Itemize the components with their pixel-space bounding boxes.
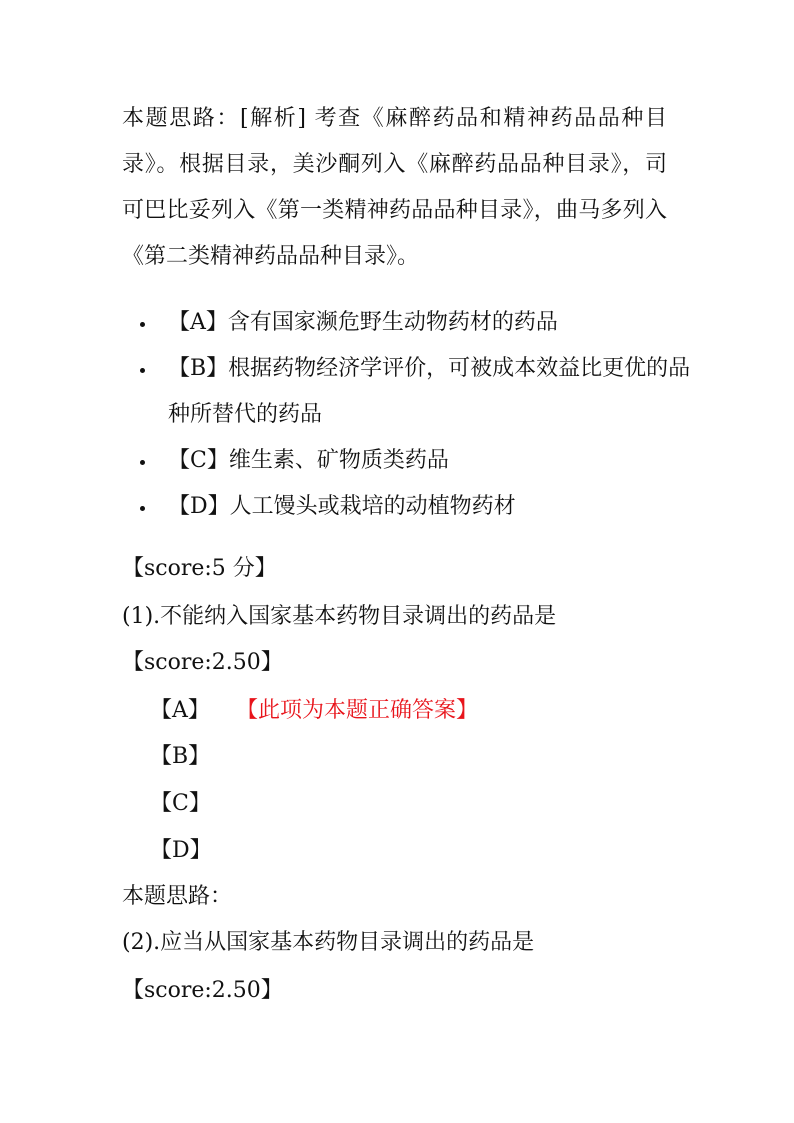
question-1-option-d: 【D】 <box>150 838 212 863</box>
question-1-analysis: 本题思路： <box>122 884 233 909</box>
question-1-option-a: 【A】 <box>150 698 210 723</box>
question-1-option-b: 【B】 <box>150 744 211 769</box>
bullet-icon <box>140 460 145 465</box>
bullet-icon <box>140 506 145 511</box>
answer-options-list <box>140 300 700 530</box>
correct-answer-marker: 【此项为本题正确答案】 <box>236 698 479 723</box>
section-score: 【score:5 分】 <box>122 556 277 581</box>
bullet-icon <box>140 368 145 373</box>
option-a-text: 【A】含有国家濒危野生动物药材的药品 <box>168 310 558 335</box>
option-c-item <box>140 438 700 484</box>
question-1-option-c: 【C】 <box>150 791 211 816</box>
question-1-score: 【score:2.50】 <box>122 650 283 675</box>
question-2-title: (2).应当从国家基本药物目录调出的药品是 <box>122 930 535 955</box>
option-d-text: 【D】人工馒头或栽培的动植物药材 <box>168 494 516 519</box>
option-b-text: 【B】根据药物经济学评价，可被成本效益比更优的品种所替代的药品 <box>168 356 691 427</box>
bullet-icon <box>140 322 145 327</box>
question-1-title: (1).不能纳入国家基本药物目录调出的药品是 <box>122 604 557 629</box>
question-2-score: 【score:2.50】 <box>122 978 283 1003</box>
option-d-item <box>140 484 700 530</box>
previous-question-analysis: 本题思路：[解析] 考查《麻醉药品和精神药品品种目录》。根据目录，美沙酮列入《麻醉药品品种目录》，司可巴比妥列入《第一类精神药品品种目录》，曲马多列入《第二类精神药品品种目录》。 <box>122 106 667 269</box>
option-a-item <box>140 300 700 346</box>
option-b-item <box>140 346 700 438</box>
option-c-text: 【C】维生素、矿物质类药品 <box>168 448 449 473</box>
